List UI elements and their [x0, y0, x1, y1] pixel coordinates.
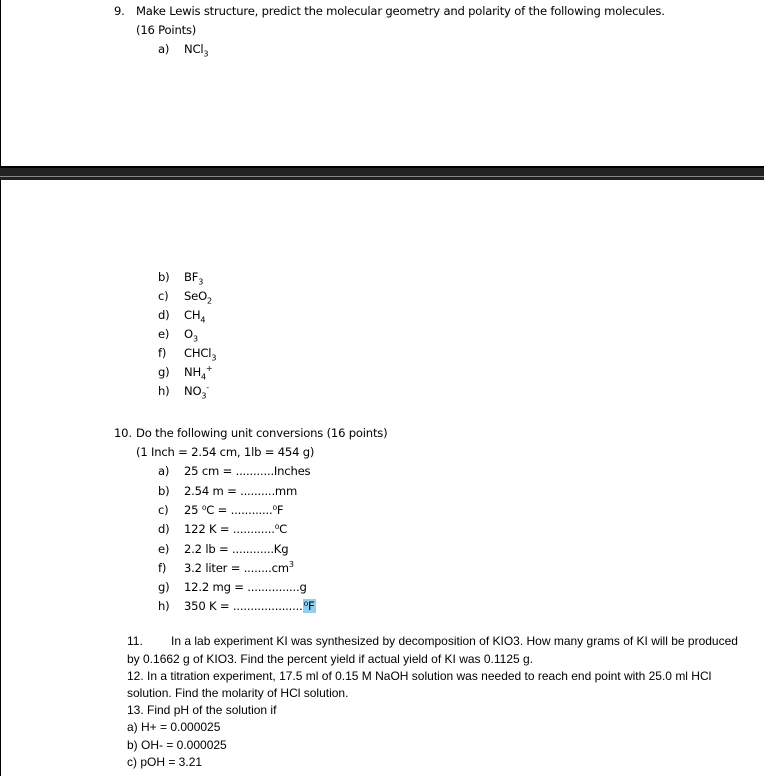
item-label: a) [158, 464, 170, 478]
q12-line-2: solution. Find the molarity of HCl solution. [127, 686, 349, 700]
conversion-text: 350 K = .................... [184, 599, 303, 613]
formula-sub: 3 [201, 391, 207, 401]
item-label: d) [158, 308, 170, 322]
q9-item-a [158, 42, 208, 57]
item-label: e) [158, 542, 170, 556]
conversion-text: 2.54 m = ..........mm [184, 484, 298, 498]
formula: NCl [184, 42, 204, 56]
q13-c: c) pOH = 3.21 [127, 755, 203, 769]
q10-item-g [158, 580, 307, 595]
formula-sub: 4 [201, 372, 206, 382]
q10-item-h [158, 599, 316, 614]
formula-sub: 3 [192, 334, 198, 344]
unit-sup: 3 [288, 560, 294, 570]
q10-item-e [158, 542, 288, 557]
item-label: d) [158, 522, 170, 536]
q9-item-d [158, 308, 205, 323]
q13-a: a) H+ = 0.000025 [127, 720, 221, 734]
item-label: b) [158, 484, 170, 498]
highlighted-unit: ⁰F [303, 599, 315, 613]
q9-item-e [158, 327, 198, 342]
item-label: b) [158, 270, 170, 284]
q9-text: Make Lewis structure, predict the molecular geometry and polarity of the following molecules. [136, 4, 665, 18]
q11-number: 11. [127, 634, 143, 648]
q10-item-d [158, 522, 287, 537]
q10-text: Do the following unit conversions (16 points) [136, 426, 388, 440]
q9-item-b [158, 270, 203, 285]
page-divider [0, 166, 764, 180]
conversion-text: 2.2 lb = ............Kg [184, 542, 289, 556]
formula-sup: - [206, 383, 209, 393]
q9-number: 9. [114, 4, 125, 18]
formula-sub: 2 [207, 296, 212, 306]
q10-given: (1 Inch = 2.54 cm, 1lb = 454 g) [136, 445, 315, 459]
q9-item-h [158, 384, 209, 399]
item-label: g) [158, 365, 170, 379]
q9-item-c [158, 289, 212, 304]
q10-item-f [158, 561, 294, 576]
item-label: c) [158, 289, 169, 303]
formula: SeO [184, 289, 208, 303]
formula: NO [184, 384, 202, 398]
q13-b: b) OH- = 0.000025 [127, 738, 227, 752]
item-label: g) [158, 580, 170, 594]
q12-line-1: 12. In a titration experiment, 17.5 ml of 0.15 M NaOH solution was needed to reach end point with 25.0 ml HCl [127, 669, 712, 683]
item-label: h) [158, 599, 170, 613]
formula-sup: + [205, 364, 213, 374]
q11-text: In a lab experiment KI was synthesized by decomposition of KIO3. How many grams of KI will be produced [171, 634, 738, 648]
conversion-text: 25 cm = ...........Inches [184, 464, 311, 478]
conversion-text: 122 K = ............⁰C [184, 522, 288, 536]
item-label: f) [158, 561, 167, 575]
q10-item-b [158, 484, 297, 499]
item-label: c) [158, 503, 169, 517]
formula-sub: 3 [198, 277, 204, 287]
conversion-text: 3.2 liter = ........cm [184, 561, 289, 575]
formula: O [184, 327, 193, 341]
formula-sub: 3 [203, 49, 209, 59]
item-label: a) [158, 42, 170, 56]
q11-line-1 [127, 634, 738, 649]
formula: NH [184, 365, 201, 379]
conversion-text: 12.2 mg = ...............g [184, 580, 307, 594]
page-1 [0, 0, 764, 166]
formula: BF [184, 270, 199, 284]
q9-points: (16 Points) [136, 23, 197, 37]
item-label: f) [158, 346, 167, 360]
item-label: e) [158, 327, 170, 341]
formula-sub: 3 [211, 353, 217, 363]
q9-item-f [158, 346, 216, 361]
formula: CH [184, 308, 201, 322]
formula-sub: 4 [200, 315, 206, 325]
q10-number: 10. [114, 426, 132, 440]
q10-item-c [158, 503, 283, 518]
q9-item-g [158, 365, 212, 380]
q9-heading [114, 4, 665, 19]
q13-title: 13. Find pH of the solution if [127, 703, 277, 717]
conversion-text: 25 ⁰C = ............⁰F [184, 503, 284, 517]
q11-line-2: by 0.1662 g of KIO3. Find the percent yield if actual yield of KI was 0.1125 g. [127, 652, 534, 666]
q10-heading [114, 426, 387, 441]
item-label: h) [158, 384, 170, 398]
q10-item-a [158, 464, 310, 479]
formula: CHCl [184, 346, 212, 360]
page-2 [0, 180, 764, 776]
